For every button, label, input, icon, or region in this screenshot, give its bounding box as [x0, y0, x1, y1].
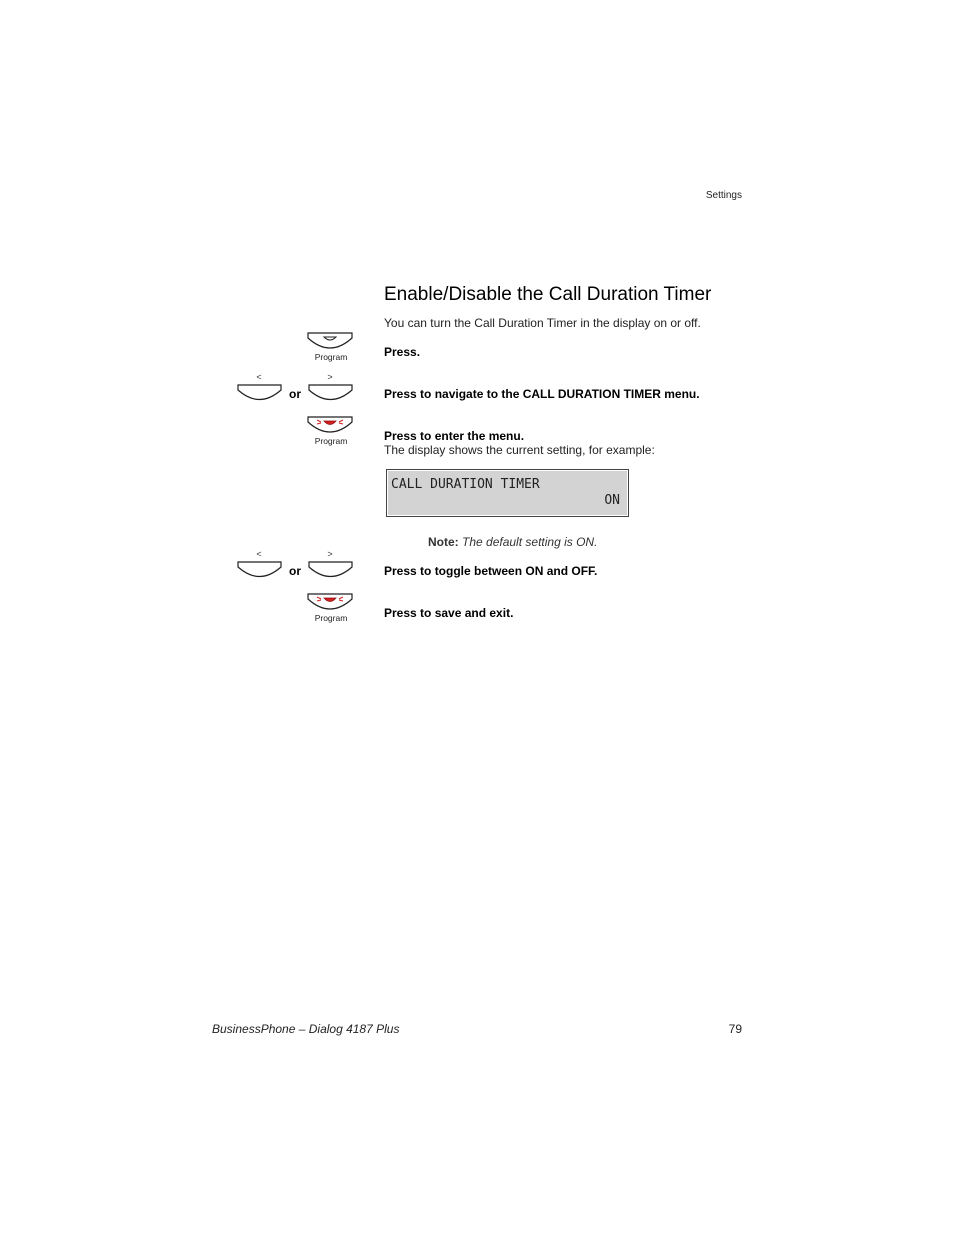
or-label: or	[289, 387, 301, 401]
section-header: Settings	[705, 190, 742, 201]
program-key-label: Program	[314, 436, 348, 446]
step-3-subtext: The display shows the current setting, for example:	[384, 443, 655, 457]
right-arrow-glyph: >	[327, 372, 333, 382]
program-key-icon	[306, 330, 356, 352]
program-key-label: Program	[314, 613, 348, 623]
right-arrow-key-icon	[307, 560, 355, 580]
or-label: or	[289, 564, 301, 578]
right-arrow-key-icon	[307, 383, 355, 403]
note-label: Note:	[428, 535, 459, 549]
step-2-text: Press to navigate to the CALL DURATION TIMER menu.	[384, 387, 700, 401]
step-4-text: Press to toggle between ON and OFF.	[384, 564, 598, 578]
page-title: Enable/Disable the Call Duration Timer	[384, 284, 712, 305]
lcd-line-2: ON	[604, 493, 620, 508]
note-text: The default setting is ON.	[462, 535, 598, 549]
page-number: 79	[728, 1022, 742, 1036]
left-arrow-glyph: <	[256, 372, 262, 382]
right-arrow-glyph: >	[327, 549, 333, 559]
footer-product: BusinessPhone – Dialog 4187 Plus	[212, 1022, 400, 1036]
intro-text: You can turn the Call Duration Timer in the display on or off.	[384, 316, 701, 330]
left-arrow-key-icon	[236, 383, 284, 403]
step-1-text: Press.	[384, 345, 421, 359]
program-key-label: Program	[314, 352, 348, 362]
left-arrow-key-icon	[236, 560, 284, 580]
lcd-line-1: CALL DURATION TIMER	[391, 477, 540, 492]
step-5-text: Press to save and exit.	[384, 606, 514, 620]
step-3-text: Press to enter the menu.	[384, 429, 525, 443]
program-key-lit-icon	[306, 414, 356, 436]
program-key-lit-icon	[306, 591, 356, 613]
left-arrow-glyph: <	[256, 549, 262, 559]
lcd-display	[386, 469, 629, 517]
note	[428, 535, 597, 549]
